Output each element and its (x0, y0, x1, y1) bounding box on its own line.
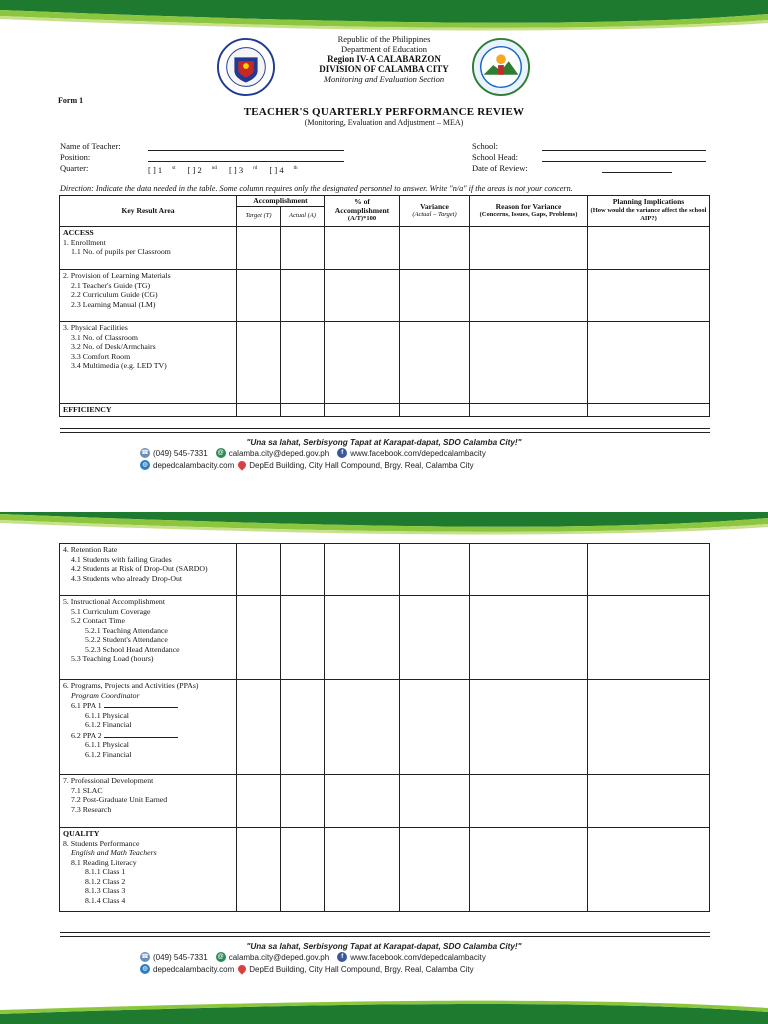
footer-rule (60, 932, 710, 933)
date-of-review-field[interactable] (602, 163, 672, 173)
letterhead-section: Monitoring and Evaluation Section (323, 74, 445, 84)
table-row (60, 828, 710, 912)
footer-rule (60, 428, 710, 429)
reason-cell[interactable] (470, 270, 588, 322)
kra-cell: 2. Provision of Learning Materials 2.1 Teacher's Guide (TG) 2.2 Curriculum Guide (CG) 2.3 Learning Manual (LM) (60, 270, 237, 322)
quarter-options (148, 163, 307, 176)
form-page-2 (0, 512, 768, 1024)
planning-cell[interactable] (588, 404, 710, 417)
reason-cell[interactable] (470, 404, 588, 417)
header-green-band (0, 512, 768, 538)
school-head-field[interactable] (542, 152, 706, 162)
quarter-1-checkbox[interactable]: [ ] 1 $^{st}$ (148, 164, 176, 175)
kra-cell: 6. Programs, Projects and Activities (PPAs) Program Coordinator 6.1 PPA 1 6.1.1 Physical 6.1.2 Financial 6.2 PPA 2 6.1.1 Physical 6.1.2 Financial (60, 680, 237, 775)
quarter-3-checkbox[interactable]: [ ] 3 $^{rd}$ (228, 164, 258, 175)
quarter-label: Quarter: (60, 163, 89, 173)
letterhead-republic: Republic of the Philippines (337, 34, 431, 44)
target-cell[interactable] (237, 828, 281, 912)
footer-contact-row-1 (140, 448, 486, 458)
footer-website[interactable]: depedcalambacity.com (153, 964, 235, 974)
phone-icon: ☎ (141, 954, 149, 960)
footer-phone: (049) 545-7331 (153, 952, 208, 962)
table-row (60, 596, 710, 680)
percent-cell[interactable] (325, 544, 400, 596)
target-cell[interactable] (237, 680, 281, 775)
facebook-icon: f (337, 952, 347, 962)
ppa1-name-field[interactable] (104, 700, 178, 708)
teacher-name-label: Name of Teacher: (60, 141, 121, 151)
kra-cell: 3. Physical Facilities 3.1 No. of Classroom 3.2 No. of Desk/Armchairs 3.3 Comfort Room 3.4 Multimedia (e.g. LED TV) (60, 322, 237, 404)
email-icon: @ (216, 448, 226, 458)
table-row (60, 775, 710, 828)
variance-cell[interactable] (400, 404, 470, 417)
table-row (60, 404, 710, 417)
planning-cell[interactable] (588, 775, 710, 828)
table-row (60, 544, 710, 596)
actual-cell[interactable] (281, 404, 325, 417)
percent-cell[interactable] (325, 775, 400, 828)
footer-contact-row-2 (140, 460, 474, 470)
kra-cell: QUALITY 8. Students Performance English and Math Teachers 8.1 Reading Literacy 8.1.1 Class 1 8.1.2 Class 2 8.1.3 Class 3 8.1.4 Class 4 (60, 828, 237, 912)
globe-icon: ◍ (140, 460, 150, 470)
category-access: ACCESS (63, 228, 94, 237)
reason-cell[interactable] (470, 596, 588, 680)
letterhead-division: DIVISION OF CALAMBA CITY (319, 64, 449, 74)
table-row (60, 322, 710, 404)
kra-cell: 7. Professional Development 7.1 SLAC 7.2 Post-Graduate Unit Earned 7.3 Research (60, 775, 237, 828)
actual-cell[interactable] (281, 227, 325, 270)
reason-cell[interactable] (470, 227, 588, 270)
target-cell[interactable] (237, 227, 281, 270)
performance-table-page2 (59, 543, 710, 912)
phone-icon: ☎ (141, 450, 149, 456)
percent-cell[interactable] (325, 270, 400, 322)
direction-text: Direction: Indicate the data needed in the table. Some column requires only the designated personnel to answer. Write "n/a" if the areas is not your concern. (60, 184, 573, 193)
kra-header: Key Result Area (60, 196, 237, 227)
letterhead (0, 34, 768, 84)
form-subtitle: (Monitoring, Evaluation and Adjustment – MEA) (304, 118, 464, 127)
actual-cell[interactable] (281, 828, 325, 912)
performance-table-page1 (59, 195, 710, 417)
target-cell[interactable] (237, 404, 281, 417)
footer-address: DepEd Building, City Hall Compound, Brgy. Real, Calamba City (249, 460, 474, 470)
position-field[interactable] (148, 152, 344, 162)
target-header: Target (T) (237, 207, 281, 227)
kra-cell (60, 404, 237, 417)
variance-cell[interactable] (400, 270, 470, 322)
planning-cell[interactable] (588, 596, 710, 680)
accomplishment-header: Accomplishment (237, 196, 325, 207)
target-cell[interactable] (237, 544, 281, 596)
percent-accomplishment-header: % of Accomplishment (A/T)*100 (325, 196, 400, 227)
email-icon: @ (216, 952, 226, 962)
percent-cell[interactable] (325, 680, 400, 775)
form-title: TEACHER'S QUARTERLY PERFORMANCE REVIEW (243, 106, 525, 118)
table-row (60, 227, 710, 270)
percent-cell[interactable] (325, 227, 400, 270)
location-pin-icon (237, 963, 248, 974)
footer-facebook[interactable]: www.facebook.com/depedcalambacity (350, 952, 486, 962)
kra-cell: 4. Retention Rate 4.1 Students with failing Grades 4.2 Students at Risk of Drop-Out (SARDO) 4.3 Students who already Drop-Out (60, 544, 237, 596)
reason-cell[interactable] (470, 322, 588, 404)
footer-email[interactable]: calamba.city@deped.gov.ph (228, 448, 330, 458)
date-of-review-label: Date of Review: (472, 163, 528, 173)
planning-cell[interactable] (588, 322, 710, 404)
planning-implications-header: Planning Implications (How would the variance affect the school AIP?) (588, 196, 710, 227)
position-label: Position: (60, 152, 91, 162)
planning-cell[interactable] (588, 828, 710, 912)
footer-website[interactable]: depedcalambacity.com (153, 460, 235, 470)
target-cell[interactable] (237, 322, 281, 404)
planning-cell[interactable] (588, 270, 710, 322)
actual-cell[interactable] (281, 544, 325, 596)
variance-cell[interactable] (400, 227, 470, 270)
percent-cell[interactable] (325, 828, 400, 912)
footer-contact-row-2 (140, 964, 474, 974)
letterhead-region: Region IV-A CALABARZON (327, 54, 441, 64)
reason-for-variance-header: Reason for Variance (Concerns, Issues, Gaps, Problems) (470, 196, 588, 227)
school-field[interactable] (542, 141, 706, 151)
kra-cell: 5. Instructional Accomplishment 5.1 Curriculum Coverage 5.2 Contact Time 5.2.1 Teaching Attendance 5.2.2 Student's Attendance 5.2.3 School Head Attendance 5.3 Teaching Load (hours) (60, 596, 237, 680)
target-cell[interactable] (237, 596, 281, 680)
variance-cell[interactable] (400, 596, 470, 680)
category-efficiency: EFFICIENCY (63, 405, 112, 414)
percent-cell[interactable] (325, 404, 400, 417)
planning-cell[interactable] (588, 680, 710, 775)
table-row (60, 270, 710, 322)
reason-cell[interactable] (470, 544, 588, 596)
teacher-name-field[interactable] (148, 141, 344, 151)
actual-header: Actual (A) (281, 207, 325, 227)
percent-cell[interactable] (325, 596, 400, 680)
planning-cell[interactable] (588, 544, 710, 596)
quarter-4-checkbox[interactable]: [ ] 4 $^{th}$ (269, 164, 298, 175)
reason-cell[interactable] (470, 828, 588, 912)
form-number: Form 1 (58, 96, 84, 105)
globe-icon: ◍ (140, 964, 150, 974)
school-head-label: School Head: (472, 152, 519, 162)
actual-cell[interactable] (281, 596, 325, 680)
header-green-band (0, 0, 768, 34)
actual-cell[interactable] (281, 322, 325, 404)
footer-green-band (0, 1000, 768, 1024)
category-quality: QUALITY (63, 829, 100, 838)
footer-phone: (049) 545-7331 (153, 448, 208, 458)
variance-cell[interactable] (400, 775, 470, 828)
kra-cell: ACCESS 1. Enrollment 1.1 No. of pupils per Classroom (60, 227, 237, 270)
footer-facebook[interactable]: www.facebook.com/depedcalambacity (350, 448, 486, 458)
facebook-icon: f (337, 448, 347, 458)
footer-contact-row-1 (140, 952, 486, 962)
variance-cell[interactable] (400, 544, 470, 596)
actual-cell[interactable] (281, 775, 325, 828)
footer-email[interactable]: calamba.city@deped.gov.ph (228, 952, 330, 962)
actual-cell[interactable] (281, 270, 325, 322)
actual-cell[interactable] (281, 680, 325, 775)
reason-cell[interactable] (470, 775, 588, 828)
variance-cell[interactable] (400, 828, 470, 912)
footer-rule (60, 936, 710, 937)
variance-header: Variance (Actual – Target) (400, 196, 470, 227)
location-pin-icon (237, 459, 248, 470)
footer-address: DepEd Building, City Hall Compound, Brgy. Real, Calamba City (249, 964, 474, 974)
percent-cell[interactable] (325, 322, 400, 404)
target-cell[interactable] (237, 270, 281, 322)
quarter-2-checkbox[interactable]: [ ] 2 $^{nd}$ (187, 164, 217, 175)
footer-motto: "Una sa lahat, Serbisyong Tapat at Karapat-dapat, SDO Calamba City!" (246, 942, 522, 951)
school-label: School: (472, 141, 498, 151)
footer-rule (60, 432, 710, 433)
table-row (60, 680, 710, 775)
teacher-info-fields (60, 141, 720, 174)
planning-cell[interactable] (588, 227, 710, 270)
ppa2-name-field[interactable] (104, 730, 178, 738)
variance-cell[interactable] (400, 680, 470, 775)
reason-cell[interactable] (470, 680, 588, 775)
variance-cell[interactable] (400, 322, 470, 404)
target-cell[interactable] (237, 775, 281, 828)
letterhead-department: Department of Education (341, 44, 427, 54)
footer-motto: "Una sa lahat, Serbisyong Tapat at Karapat-dapat, SDO Calamba City!" (246, 438, 522, 447)
